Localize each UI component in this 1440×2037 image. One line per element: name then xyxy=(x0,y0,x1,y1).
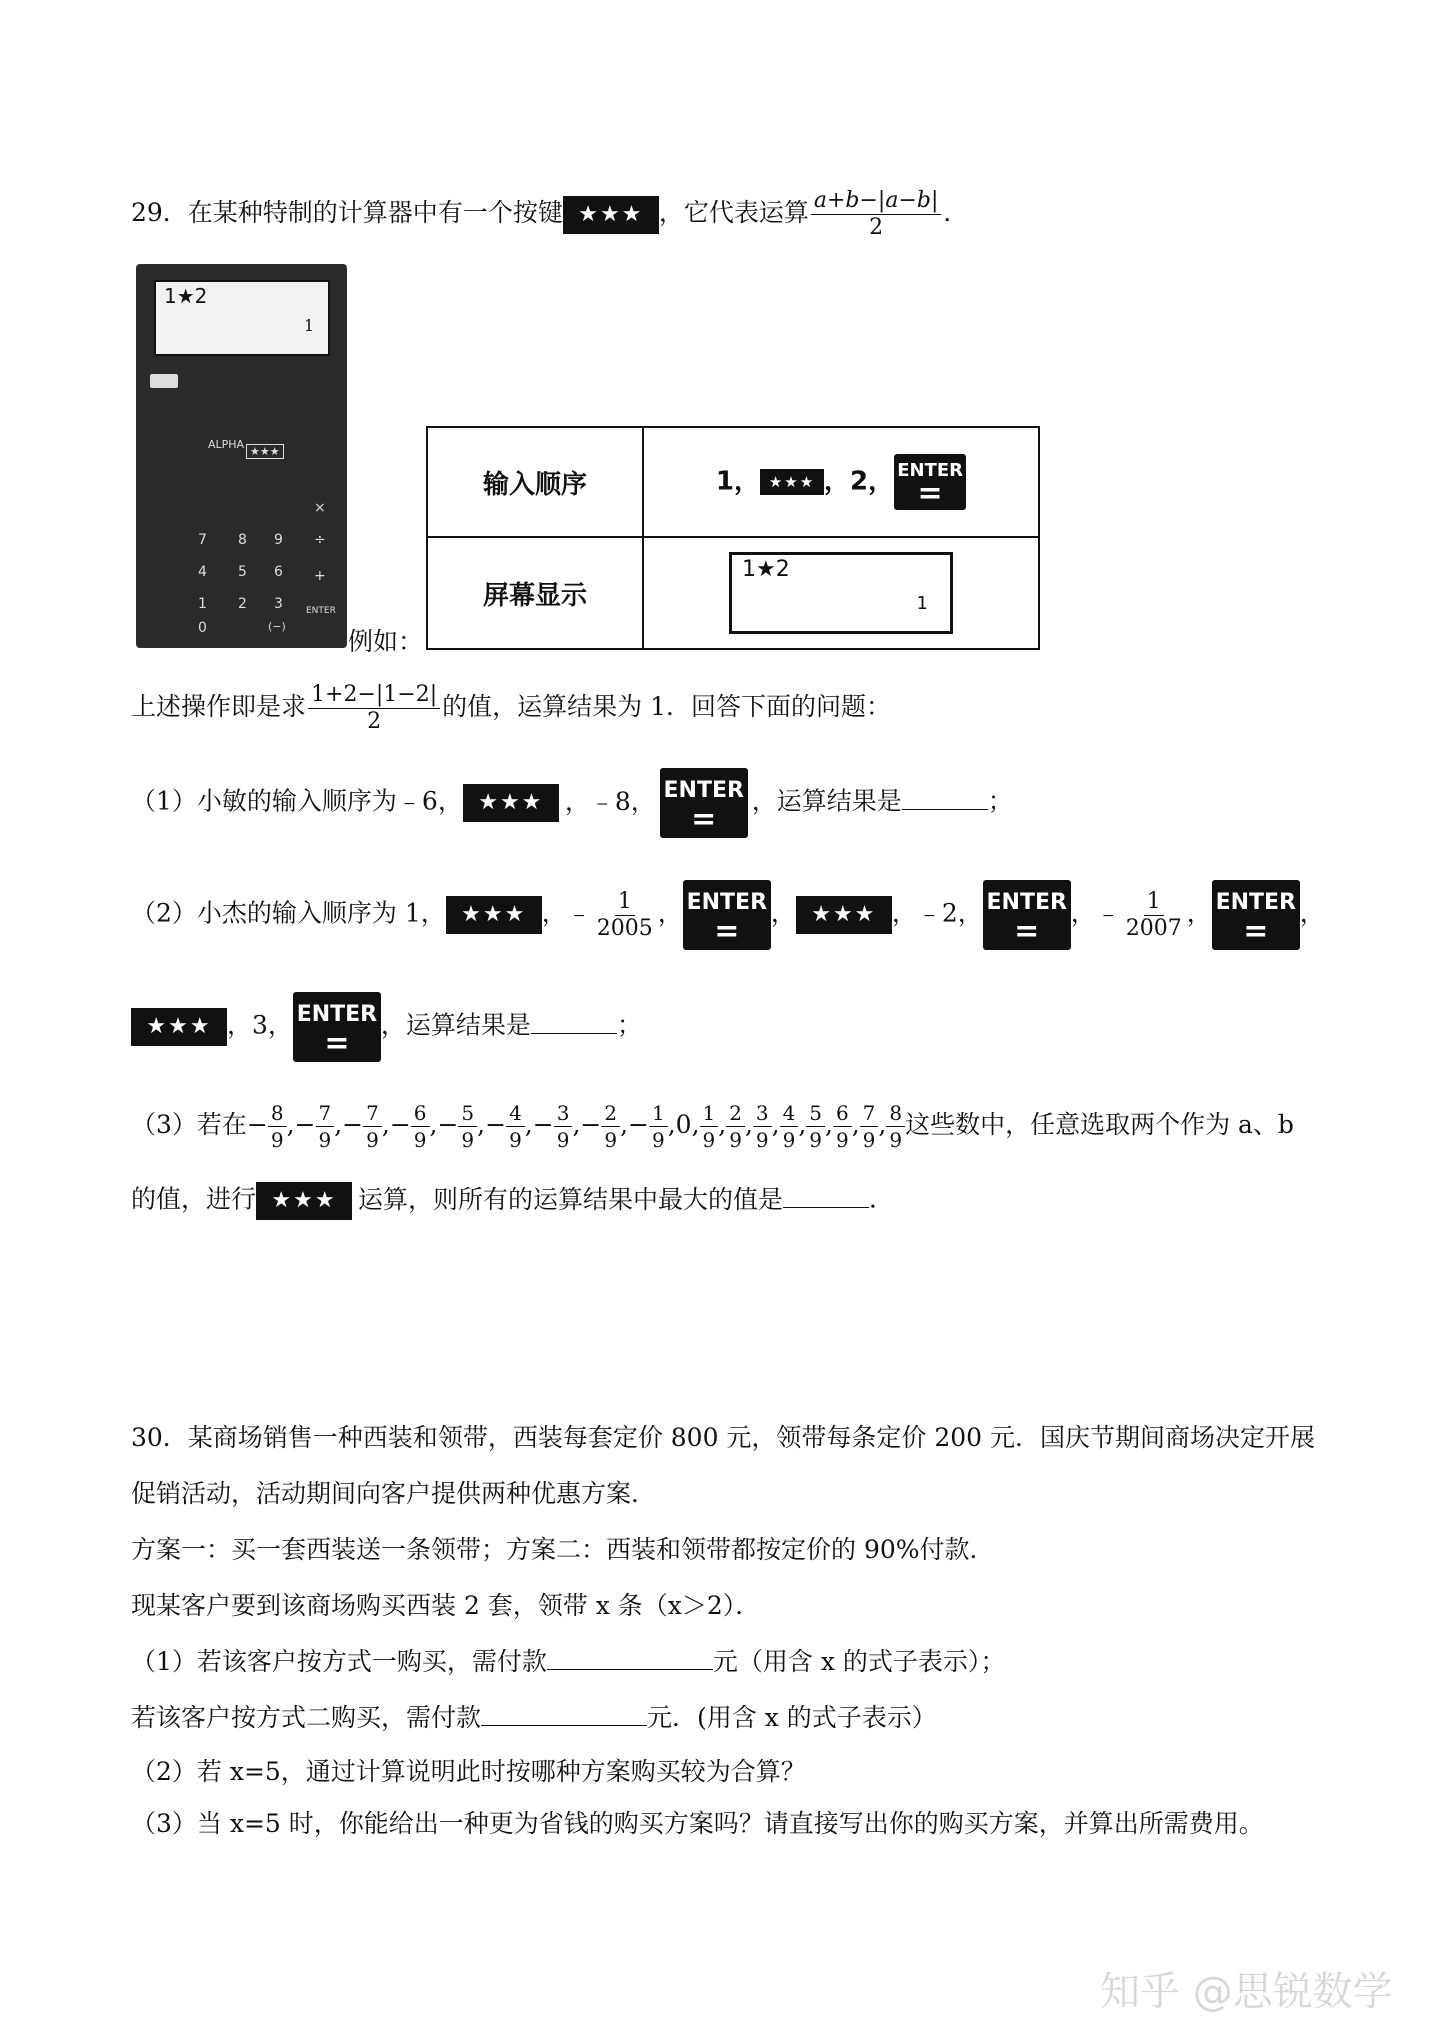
enter-key-label: ENTER xyxy=(663,778,744,803)
fraction-item xyxy=(316,1100,335,1153)
key-times-icon: × xyxy=(314,500,326,516)
calculator-screen-text: 1★2 xyxy=(164,284,208,308)
part1-answer-blank xyxy=(902,809,988,810)
fraction-numerator: 6 xyxy=(833,1100,852,1127)
fraction-sign: ,0, xyxy=(667,1110,700,1139)
key-plus-icon: + xyxy=(314,568,326,584)
calculator-screen-result: 1 xyxy=(303,316,314,335)
fraction-denominator: 9 xyxy=(835,1128,849,1152)
fraction-item xyxy=(780,1100,799,1153)
q30-part1b-prefix: 若该客户按方式二购买，需付款 xyxy=(131,1703,482,1732)
explanation-fraction-numerator: 1+2−|1−2| xyxy=(308,682,440,709)
q30-part1b-answer-blank xyxy=(481,1725,647,1726)
fraction-sign: ,− xyxy=(429,1110,459,1139)
enter-key-icon xyxy=(293,992,381,1062)
part2-comma: ， xyxy=(657,898,683,928)
q30-part1b xyxy=(131,1702,937,1734)
fraction-denominator: 9 xyxy=(809,1128,823,1152)
enter-key-label: ENTER xyxy=(897,459,963,481)
enter-key-icon xyxy=(660,768,748,838)
part2-fraction-1 xyxy=(594,889,656,942)
fraction-numerator: 6 xyxy=(411,1100,430,1127)
q30-part1-answer-blank xyxy=(547,1669,713,1670)
part2-end: ； xyxy=(616,1010,642,1040)
q30-part3: （3）当 x=5 时，你能给出一种更为省钱的购买方案吗？请直接写出你的购买方案，并算出所需费用。 xyxy=(131,1809,1264,1838)
q29-part2-line1 xyxy=(131,880,1325,950)
part2-prefix: （2）小杰的输入顺序为 1， xyxy=(131,898,446,928)
q30-part1 xyxy=(131,1646,1005,1678)
q30-part2: （2）若 x=5，通过计算说明此时按哪种方案购买较为合算？ xyxy=(131,1757,806,1786)
seq-value-1: 1， xyxy=(715,466,760,497)
q30-line1: 30．某商场销售一种西装和领带，西装每套定价 800 元，领带每条定价 200 元．国庆节期间商场决定开展 xyxy=(131,1423,1316,1452)
zhihu-watermark: 知乎 @思锐数学 xyxy=(1100,1969,1393,2015)
key-6-icon: 6 xyxy=(274,564,283,580)
fraction-sign: , xyxy=(771,1110,780,1139)
part2-comma: ， xyxy=(770,898,796,928)
fraction-sign: , xyxy=(825,1110,833,1139)
part2-neg-sign: ﹣ xyxy=(1095,898,1121,928)
part2-fraction-2 xyxy=(1123,889,1185,942)
part2-line2-values: ，3， xyxy=(227,1010,293,1040)
part1-prefix: （1）小敏的输入顺序为﹣6， xyxy=(131,786,463,816)
explanation-fraction xyxy=(308,682,440,735)
table-header-screen-display: 屏幕显示 xyxy=(427,537,643,649)
calculator-image xyxy=(136,264,347,648)
fraction-denominator: 9 xyxy=(889,1128,903,1152)
key-2-icon: 2 xyxy=(238,596,247,612)
table-cell-input-order xyxy=(643,427,1039,537)
fraction-item xyxy=(886,1100,905,1153)
fraction-numerator: 7 xyxy=(363,1100,382,1127)
explanation-prefix: 上述操作即是求 xyxy=(131,692,307,721)
fraction-item xyxy=(700,1100,719,1153)
fraction-numerator: 8 xyxy=(268,1100,287,1127)
fraction-item xyxy=(268,1100,287,1153)
fraction-numerator: 7 xyxy=(316,1100,335,1127)
fraction-denominator: 9 xyxy=(755,1128,769,1152)
part2-comma: ， xyxy=(1299,898,1325,928)
fraction-sign: , xyxy=(851,1110,860,1139)
fraction-denominator: 9 xyxy=(509,1128,522,1152)
part3-prefix: （3）若在 xyxy=(131,1110,247,1139)
key-1-icon: 1 xyxy=(198,596,207,612)
screen-display-result: 1 xyxy=(916,593,928,614)
fraction-item xyxy=(649,1100,668,1153)
fraction-sign: ,− xyxy=(572,1110,602,1139)
q29-part2-line2 xyxy=(131,992,642,1062)
enter-key-equals: = xyxy=(917,475,943,511)
part3-fraction-list xyxy=(246,1101,905,1152)
fraction-denominator: 9 xyxy=(318,1128,332,1152)
star-key-icon: ★★★ xyxy=(256,1182,352,1220)
star-key-icon: ★★★ xyxy=(796,896,892,934)
fraction-item xyxy=(753,1100,772,1153)
part1-mid: ，﹣8， xyxy=(564,786,656,816)
key-enter-icon: ENTER xyxy=(306,606,336,616)
part2-fraction-1-denominator: 2005 xyxy=(596,915,653,941)
part3-suffix: 这些数中，任意选取两个作为 a、b xyxy=(905,1110,1294,1139)
star-key-icon: ★★★ xyxy=(563,196,659,234)
fraction-denominator: 9 xyxy=(651,1128,665,1152)
fraction-denominator: 9 xyxy=(556,1128,570,1152)
fraction-item xyxy=(554,1100,573,1153)
example-label: 例如： xyxy=(348,627,424,656)
part2-comma: ， xyxy=(1186,898,1212,928)
fraction-numerator: 2 xyxy=(601,1100,620,1127)
calculator-keypad xyxy=(150,374,335,634)
fraction-sign: ,− xyxy=(524,1110,554,1139)
part2-comma: ， xyxy=(1070,898,1096,928)
part2-neg2: ﹣2， xyxy=(916,898,983,928)
key-icon: ALPHA xyxy=(208,438,245,451)
fraction-numerator: 1 xyxy=(700,1100,719,1127)
q30-part1-suffix: 元（用含 x 的式子表示）； xyxy=(712,1647,1006,1676)
fraction-item xyxy=(363,1100,382,1153)
q29-formula xyxy=(811,188,942,241)
fraction-numerator: 5 xyxy=(806,1100,825,1127)
part1-suffix: ，运算结果是 xyxy=(751,786,902,816)
key-divide-icon: ÷ xyxy=(314,532,326,548)
table-header-input-order: 输入顺序 xyxy=(427,427,643,537)
fraction-numerator: 5 xyxy=(458,1100,477,1127)
q30-line3: 方案一：买一套西装送一条领带；方案二：西装和领带都按定价的 90%付款． xyxy=(131,1535,995,1564)
q29-formula-numerator: a+b−|a−b| xyxy=(811,188,942,215)
key-neg-icon: (−) xyxy=(268,620,286,633)
fraction-numerator: 4 xyxy=(506,1100,525,1127)
enter-key-icon xyxy=(983,880,1071,950)
part2-suffix: ，运算结果是 xyxy=(380,1010,531,1040)
shift-key-icon xyxy=(150,374,178,388)
enter-key-label: ENTER xyxy=(296,1002,378,1027)
part2-fraction-1-numerator: 1 xyxy=(615,889,635,916)
enter-key-label: ENTER xyxy=(1215,890,1296,915)
fraction-item xyxy=(860,1100,879,1153)
fraction-sign: ,− xyxy=(334,1110,364,1139)
fraction-denominator: 9 xyxy=(366,1128,379,1152)
key-5-icon: 5 xyxy=(238,564,247,580)
screen-display-text: 1★2 xyxy=(742,557,790,582)
enter-key-label: ENTER xyxy=(986,890,1067,915)
key-8-icon: 8 xyxy=(238,532,247,548)
q29-intro-prefix: 29．在某种特制的计算器中有一个按键 xyxy=(131,198,563,227)
enter-key-icon xyxy=(683,880,771,950)
part3-answer-blank xyxy=(783,1207,869,1208)
star-key-icon: ★★★ xyxy=(446,896,542,934)
fraction-numerator: 3 xyxy=(753,1100,772,1127)
fraction-denominator: 9 xyxy=(604,1128,618,1152)
fraction-item xyxy=(411,1100,430,1153)
fraction-numerator: 7 xyxy=(860,1100,879,1127)
part3-line2-prefix: 的值，进行 xyxy=(131,1184,257,1214)
screen-display-box xyxy=(729,552,953,634)
enter-key-equals: = xyxy=(324,1026,350,1061)
fraction-sign: , xyxy=(798,1110,807,1139)
part3-end: ． xyxy=(869,1184,895,1214)
fraction-numerator: 1 xyxy=(649,1100,668,1127)
key-0-icon: 0 xyxy=(198,620,207,636)
key-3-icon: 3 xyxy=(274,596,283,612)
part2-comma: ， xyxy=(541,898,567,928)
fraction-sign: ,− xyxy=(620,1110,649,1139)
part2-comma: ， xyxy=(891,898,917,928)
key-7-icon: 7 xyxy=(198,532,207,548)
enter-key-equals: = xyxy=(691,802,717,837)
enter-key-icon xyxy=(894,454,966,510)
seq-value-2: ，2， xyxy=(824,466,895,497)
part2-neg-sign: ﹣ xyxy=(566,898,592,928)
q29-part3-line2 xyxy=(131,1182,894,1220)
fraction-item xyxy=(833,1100,852,1153)
fraction-numerator: 4 xyxy=(780,1100,799,1127)
fraction-denominator: 9 xyxy=(270,1128,284,1152)
fraction-item xyxy=(458,1100,477,1153)
fraction-sign: − xyxy=(246,1110,268,1139)
fraction-item xyxy=(726,1100,745,1153)
enter-key-icon xyxy=(1212,880,1300,950)
key-4-icon: 4 xyxy=(198,564,207,580)
part2-fraction-2-denominator: 2007 xyxy=(1125,915,1182,941)
fraction-denominator: 9 xyxy=(413,1128,427,1152)
star-key-icon: ★★★ xyxy=(463,784,559,822)
enter-key-equals: = xyxy=(1014,914,1040,949)
part2-answer-blank xyxy=(531,1033,617,1034)
q30-line4: 现某客户要到该商场购买西装 2 套，领带 x 条（x＞2）． xyxy=(131,1591,761,1620)
part1-end: ； xyxy=(987,786,1013,816)
fraction-item xyxy=(506,1100,525,1153)
star-key-icon: ★★★ xyxy=(131,1008,227,1046)
fraction-denominator: 9 xyxy=(782,1128,796,1152)
fraction-denominator: 9 xyxy=(702,1128,716,1152)
q29-period: ． xyxy=(943,198,969,227)
fraction-sign: , xyxy=(718,1110,727,1139)
enter-key-equals: = xyxy=(1243,914,1269,949)
q29-intro-suffix: ，它代表运算 xyxy=(658,198,809,227)
key-9-icon: 9 xyxy=(274,532,283,548)
table-cell-screen-display xyxy=(643,537,1039,649)
part2-fraction-2-numerator: 1 xyxy=(1144,889,1164,916)
fraction-item xyxy=(601,1100,620,1153)
q29-intro xyxy=(131,188,968,241)
star-key-small-icon: ★★★ xyxy=(246,444,284,459)
q29-part1 xyxy=(131,768,1013,838)
fraction-sign: , xyxy=(878,1110,887,1139)
fraction-denominator: 9 xyxy=(461,1128,475,1152)
fraction-sign: ,− xyxy=(381,1110,411,1139)
part3-line2-suffix: 运算，则所有的运算结果中最大的值是 xyxy=(358,1184,784,1214)
q29-part3-line1 xyxy=(131,1100,1294,1153)
q30-line2: 促销活动，活动期间向客户提供两种优惠方案． xyxy=(131,1479,657,1508)
fraction-numerator: 3 xyxy=(554,1100,573,1127)
enter-key-label: ENTER xyxy=(686,890,768,915)
fraction-numerator: 2 xyxy=(726,1100,745,1127)
q29-explanation xyxy=(131,682,891,735)
fraction-sign: , xyxy=(744,1110,753,1139)
calculator-screen xyxy=(154,280,330,356)
star-key-icon: ★★★ xyxy=(760,469,824,495)
input-sequence-table xyxy=(426,426,1040,650)
explanation-suffix: 的值，运算结果为 1．回答下面的问题： xyxy=(442,692,891,721)
q30-part1-prefix: （1）若该客户按方式一购买，需付款 xyxy=(131,1647,547,1676)
fraction-item xyxy=(806,1100,825,1153)
fraction-numerator: 8 xyxy=(886,1100,905,1127)
enter-key-equals: = xyxy=(714,914,740,949)
fraction-sign: ,− xyxy=(286,1110,316,1139)
q29-formula-denominator: 2 xyxy=(869,215,884,240)
fraction-sign: ,− xyxy=(477,1110,507,1139)
fraction-denominator: 9 xyxy=(729,1128,742,1152)
fraction-denominator: 9 xyxy=(862,1128,876,1152)
q30-part1b-suffix: 元．(用含 x 的式子表示） xyxy=(647,1703,937,1732)
explanation-fraction-denominator: 2 xyxy=(367,709,382,734)
